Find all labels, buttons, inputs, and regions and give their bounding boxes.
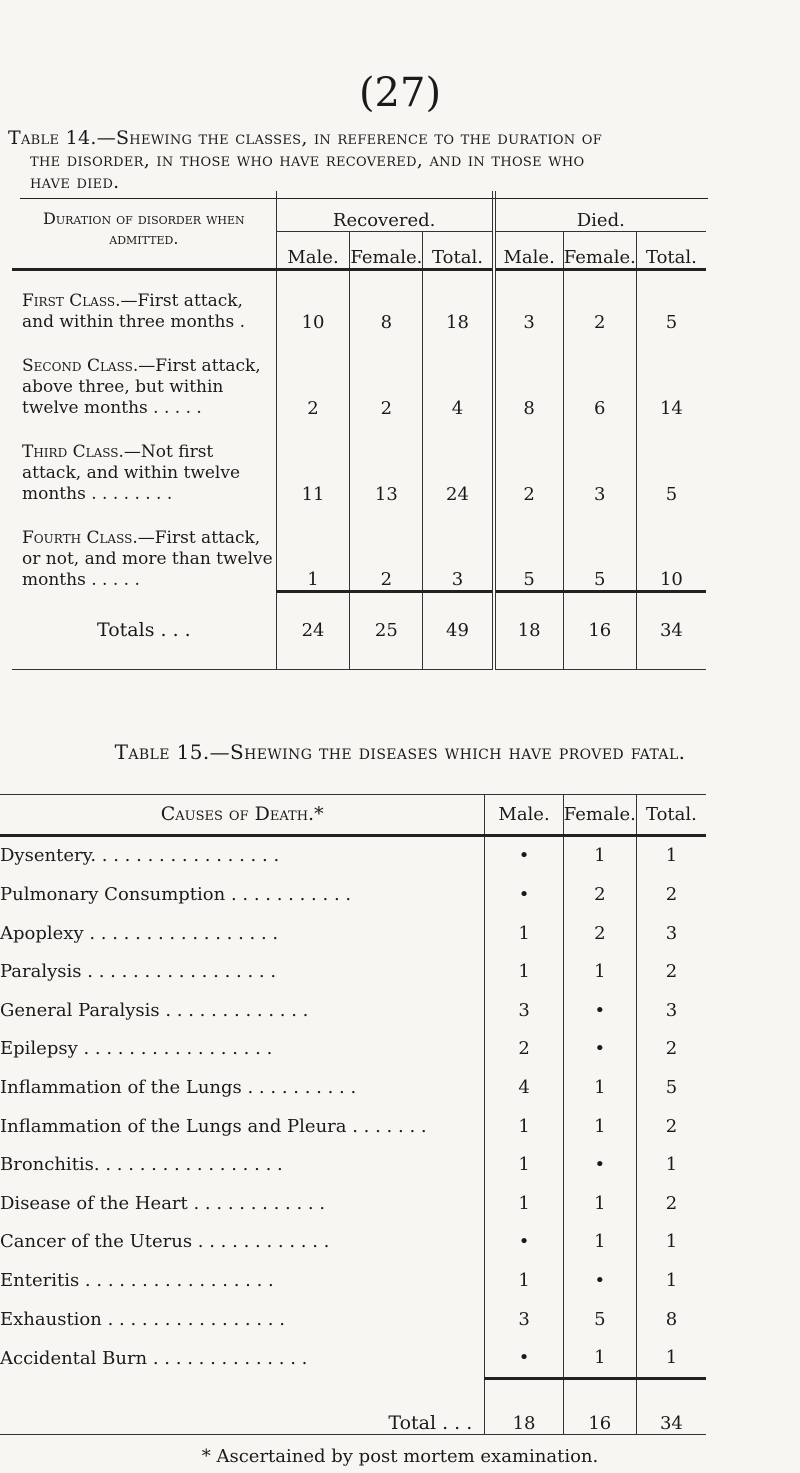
total-cell: 5 — [636, 1068, 706, 1107]
total-cell: 1 — [636, 835, 706, 875]
sub-header-female: Female. — [563, 231, 636, 269]
sub-header-male: Male. — [276, 231, 350, 269]
cell-recovered-total: 18 — [423, 269, 494, 333]
cell-recovered-male: 11 — [276, 419, 350, 505]
total-recovered-total: 49 — [423, 591, 494, 669]
cause-cell: Inflammation of the Lungs . . . . . . . . . . — [0, 1076, 357, 1098]
total-cell: 3 — [636, 991, 706, 1030]
causes-header: Causes of Death.* — [0, 795, 485, 836]
cell-died-total: 14 — [636, 333, 706, 419]
cell-recovered-male: 1 — [276, 505, 350, 591]
caption-line-3: have died. — [30, 171, 120, 193]
total-male: 18 — [485, 1378, 563, 1435]
table-row — [0, 835, 706, 875]
male-cell: 1 — [485, 1107, 563, 1146]
cell-died-total: 5 — [636, 419, 706, 505]
table-14-caption — [8, 127, 793, 193]
table-row — [0, 1068, 706, 1107]
total-died-female: 16 — [563, 591, 636, 669]
total-cell: 2 — [636, 952, 706, 991]
male-cell: • — [485, 1338, 563, 1378]
male-cell: • — [485, 875, 563, 914]
female-cell: • — [563, 1261, 636, 1300]
cause-cell: Bronchitis. . . . . . . . . . . . . . . . . — [0, 1154, 283, 1176]
female-cell: 1 — [563, 952, 636, 991]
row-label: Third Class.—Not first attack, and within twelve months . . . . . . . . — [22, 442, 241, 504]
total-cell: 1 — [636, 1261, 706, 1300]
cell-recovered-male: 2 — [276, 333, 350, 419]
table-row — [0, 1145, 706, 1184]
cell-died-female: 2 — [563, 269, 636, 333]
died-header: Died. — [494, 191, 706, 231]
table-row — [0, 1184, 706, 1223]
cell-died-female: 6 — [563, 333, 636, 419]
table-row — [0, 1338, 706, 1378]
female-cell: 1 — [563, 1338, 636, 1378]
table-row — [12, 419, 706, 505]
total-cell: 2 — [636, 1030, 706, 1069]
table-row — [12, 333, 706, 419]
sub-header-total: Total. — [636, 231, 706, 269]
sub-header-male: Male. — [494, 231, 564, 269]
total-cell: 1 — [636, 1145, 706, 1184]
cell-died-male: 2 — [494, 419, 564, 505]
total-died-male: 18 — [494, 591, 564, 669]
cell-died-male: 5 — [494, 505, 564, 591]
female-cell: 1 — [563, 1184, 636, 1223]
male-cell: 4 — [485, 1068, 563, 1107]
cause-cell: General Paralysis . . . . . . . . . . . . . — [0, 999, 309, 1021]
cell-died-female: 5 — [563, 505, 636, 591]
total-total: 34 — [636, 1378, 706, 1435]
cell-recovered-female: 13 — [350, 419, 423, 505]
female-cell: 1 — [563, 1107, 636, 1146]
total-recovered-female: 25 — [350, 591, 423, 669]
male-cell: 1 — [485, 952, 563, 991]
cause-cell: Paralysis . . . . . . . . . . . . . . . . . — [0, 961, 277, 983]
female-cell: 2 — [563, 875, 636, 914]
cause-cell: Exhaustion . . . . . . . . . . . . . . . . — [0, 1308, 285, 1330]
table-row — [12, 269, 706, 333]
male-cell: 2 — [485, 1030, 563, 1069]
male-cell: 1 — [485, 1145, 563, 1184]
table-row — [0, 1261, 706, 1300]
header-row — [0, 795, 706, 836]
totals-label: Totals . . . — [12, 591, 276, 669]
recovered-header: Recovered. — [276, 191, 493, 231]
male-header: Male. — [485, 795, 563, 836]
row-label: First Class.—First attack, and within three months . — [22, 291, 245, 332]
table-15 — [0, 794, 706, 1435]
total-cell: 1 — [636, 1223, 706, 1262]
table-row — [0, 1223, 706, 1262]
male-cell: 1 — [485, 1184, 563, 1223]
cell-died-female: 3 — [563, 419, 636, 505]
duration-header: Duration of disorder when admitted. — [12, 191, 276, 269]
caption-line-2: the disorder, in those who have recovered, and in those who — [30, 149, 585, 171]
cell-recovered-total: 24 — [423, 419, 494, 505]
table-14 — [12, 191, 706, 670]
cell-recovered-female: 2 — [350, 505, 423, 591]
female-cell: • — [563, 1030, 636, 1069]
footnote: * Ascertained by post mortem examination. — [201, 1446, 599, 1467]
male-cell: 3 — [485, 1300, 563, 1339]
page-number: (27) — [358, 70, 442, 116]
cause-cell: Cancer of the Uterus . . . . . . . . . . . . — [0, 1231, 330, 1253]
total-cell: 8 — [636, 1300, 706, 1339]
female-cell: • — [563, 991, 636, 1030]
cell-died-total: 5 — [636, 269, 706, 333]
male-cell: • — [485, 1223, 563, 1262]
cause-cell: Accidental Burn . . . . . . . . . . . . . . — [0, 1347, 308, 1369]
female-cell: • — [563, 1145, 636, 1184]
cause-cell: Pulmonary Consumption . . . . . . . . . . . — [0, 883, 352, 905]
cell-recovered-male: 10 — [276, 269, 350, 333]
total-recovered-male: 24 — [276, 591, 350, 669]
sub-header-total: Total. — [423, 231, 494, 269]
cell-died-male: 8 — [494, 333, 564, 419]
male-cell: • — [485, 835, 563, 875]
total-cell: 2 — [636, 1107, 706, 1146]
cause-cell: Epilepsy . . . . . . . . . . . . . . . . . — [0, 1038, 273, 1060]
female-header: Female. — [563, 795, 636, 836]
table-row — [0, 875, 706, 914]
table-row — [0, 952, 706, 991]
cause-cell: Enteritis . . . . . . . . . . . . . . . . . — [0, 1269, 274, 1291]
table-15-body — [0, 835, 706, 1378]
female-cell: 1 — [563, 1223, 636, 1262]
male-cell: 1 — [485, 1261, 563, 1300]
table-15-caption: Table 15.—Shewing the diseases which have proved fatal. — [114, 740, 686, 764]
cause-cell: Apoplexy . . . . . . . . . . . . . . . . . — [0, 922, 279, 944]
male-cell: 3 — [485, 991, 563, 1030]
total-cell: 2 — [636, 1184, 706, 1223]
table-row — [0, 1030, 706, 1069]
cell-died-total: 10 — [636, 505, 706, 591]
table-row — [0, 914, 706, 953]
cause-cell: Inflammation of the Lungs and Pleura . . . . . . . — [0, 1115, 427, 1137]
caption-line-1: Table 14.—Shewing the classes, in reference to the duration of — [8, 127, 603, 149]
female-cell: 5 — [563, 1300, 636, 1339]
sub-header-female: Female. — [350, 231, 423, 269]
total-label: Total . . . — [0, 1378, 485, 1435]
total-cell: 2 — [636, 875, 706, 914]
cell-died-male: 3 — [494, 269, 564, 333]
female-cell: 2 — [563, 914, 636, 953]
total-row — [0, 1378, 706, 1435]
male-cell: 1 — [485, 914, 563, 953]
cell-recovered-total: 3 — [423, 505, 494, 591]
table-row — [0, 991, 706, 1030]
row-label: Second Class.—First attack, above three, but within twelve months . . . . . — [22, 356, 261, 418]
total-header: Total. — [636, 795, 706, 836]
cell-recovered-female: 2 — [350, 333, 423, 419]
total-cell: 1 — [636, 1338, 706, 1378]
cell-recovered-female: 8 — [350, 269, 423, 333]
total-female: 16 — [563, 1378, 636, 1435]
cause-cell: Disease of the Heart . . . . . . . . . . . . — [0, 1192, 326, 1214]
table-row — [0, 1107, 706, 1146]
table-row — [12, 505, 706, 591]
female-cell: 1 — [563, 1068, 636, 1107]
total-died-total: 34 — [636, 591, 706, 669]
totals-row — [12, 591, 706, 669]
female-cell: 1 — [563, 835, 636, 875]
table-row — [0, 1300, 706, 1339]
cell-recovered-total: 4 — [423, 333, 494, 419]
total-cell: 3 — [636, 914, 706, 953]
row-label: Fourth Class.—First attack, or not, and more than twelve months . . . . . — [22, 528, 273, 590]
cause-cell: Dysentery. . . . . . . . . . . . . . . . . — [0, 845, 280, 867]
